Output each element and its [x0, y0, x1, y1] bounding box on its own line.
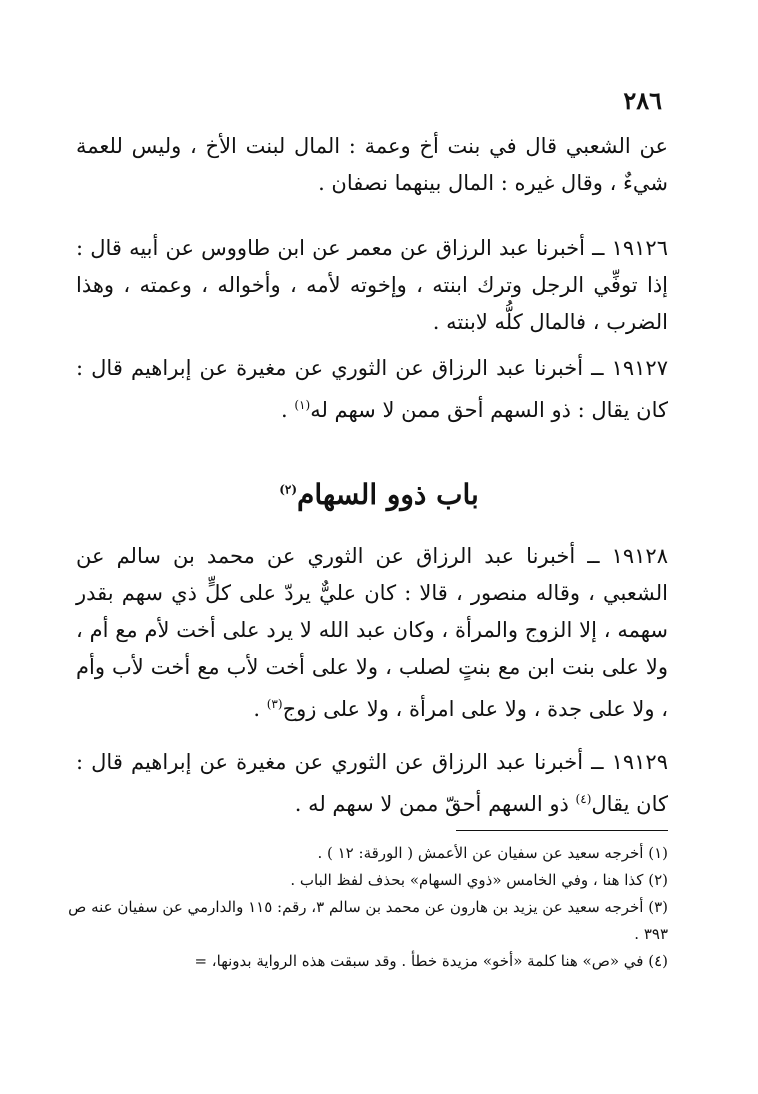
- section-heading: [0, 478, 758, 511]
- paragraph-19127-end: .: [281, 398, 295, 422]
- footnote-divider: [456, 830, 668, 831]
- footnote-ref-4: (٤): [575, 792, 592, 806]
- footnotes: [68, 840, 668, 975]
- heading-text: باب ذوو السهام: [297, 478, 479, 511]
- footnote-1: (١) أخرجه سعيد عن سفيان عن الأعمش ( الورقة: ١٢ ) .: [317, 844, 668, 862]
- paragraph-19127: [76, 350, 668, 429]
- paragraph-19129-end: ذو السهم أحقّ ممن لا سهم له .: [294, 792, 576, 816]
- footnote-2: (٢) كذا هنا ، وفي الخامس «ذوي السهام» بحذف لفظ الباب .: [290, 871, 668, 889]
- page-number: ٢٨٦: [623, 86, 662, 115]
- paragraph-19128-text: ١٩١٢٨ ــ أخبرنا عبد الرزاق عن الثوري عن محمد بن سالم عن الشعبي ، وقاله منصور ، قالا : كان عليٌّ يردّ على كلٍّ ذي سهم بقدر سهمه ، إلا الزوج والمرأة ، وكان عبد الله لا يرد على أخت لأم مع أم ، ولا على بنت ابن مع بنتٍ لصلب ، ولا على أخت لأب مع أخت لأب وأم ، ولا على جدة ، ولا على امرأة ، ولا على زوج: [76, 544, 668, 721]
- paragraph-19128-end: .: [253, 697, 267, 721]
- paragraph-19126: ١٩١٢٦ ــ أخبرنا عبد الرزاق عن معمر عن ابن طاووس عن أبيه قال : إذا توفِّي الرجل وترك ابنته ، وإخوته لأمه ، وأخواله ، وعمته ، وهذا الضرب ، فالمال كلُّه لابنته .: [76, 236, 668, 334]
- paragraph-19129-start: ١٩١٢٩ ــ أخبرنا عبد الرزاق عن الثوري عن مغيرة عن إبراهيم قال : كان يقال: [76, 750, 668, 816]
- footnote-ref-2: (٢): [279, 482, 298, 497]
- paragraph-1: عن الشعبي قال في بنت أخ وعمة : المال لبنت الأخ ، وليس للعمة شيءٌ ، وقال غيره : المال بينهما نصفان .: [76, 134, 668, 195]
- paragraph-19129: [76, 744, 668, 823]
- footnote-4: (٤) في «ص» هنا كلمة «أخو» مزيدة خطأ . وقد سبقت هذه الرواية بدونها، =: [194, 952, 668, 970]
- footnote-ref-3: (٣): [266, 697, 283, 711]
- footnote-ref-1: (١): [294, 398, 311, 412]
- footnote-3: (٣) أخرجه سعيد عن يزيد بن هارون عن محمد بن سالم ٣، رقم: ١١٥ والدارمي عن سفيان عنه ص ٣٩٣ .: [68, 898, 668, 943]
- paragraph-19128: [76, 538, 668, 728]
- paragraph-19127-text: ١٩١٢٧ ــ أخبرنا عبد الرزاق عن الثوري عن مغيرة عن إبراهيم قال : كان يقال : ذو السهم أحق ممن لا سهم له: [76, 356, 668, 422]
